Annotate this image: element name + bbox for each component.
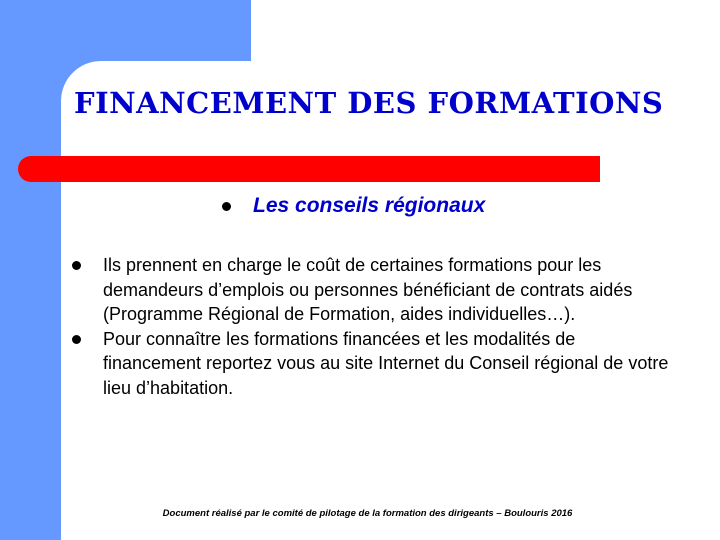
list-item xyxy=(70,253,670,327)
body-bullet-list xyxy=(70,253,670,400)
bullet-text: Pour connaître les formations financées et les modalités de financement reportez vous au site Internet du Conseil régional de votre lieu d’habitation. xyxy=(103,328,669,398)
bullet-text: Ils prennent en charge le coût de certaines formations pour les demandeurs d’emplois ou personnes bénéficiant de contrats aidés (Programme Régional de Formation, aides individuelles…). xyxy=(103,255,633,324)
bullet-icon xyxy=(72,261,81,270)
footer-note xyxy=(0,508,720,519)
footer-text: Document réalisé par le comité de pilotage de la formation des dirigeants – Boulouris 2016 xyxy=(162,508,573,519)
subheading-item xyxy=(222,194,485,218)
bullet-icon xyxy=(222,202,231,211)
slide-title: FINANCEMENT DES FORMATIONS xyxy=(74,86,664,120)
bullet-icon xyxy=(72,335,81,344)
subheading-label: Les conseils régionaux xyxy=(253,194,486,217)
title-underline-bar xyxy=(18,156,600,182)
list-item xyxy=(70,327,670,401)
decorative-left-strip xyxy=(0,0,61,540)
